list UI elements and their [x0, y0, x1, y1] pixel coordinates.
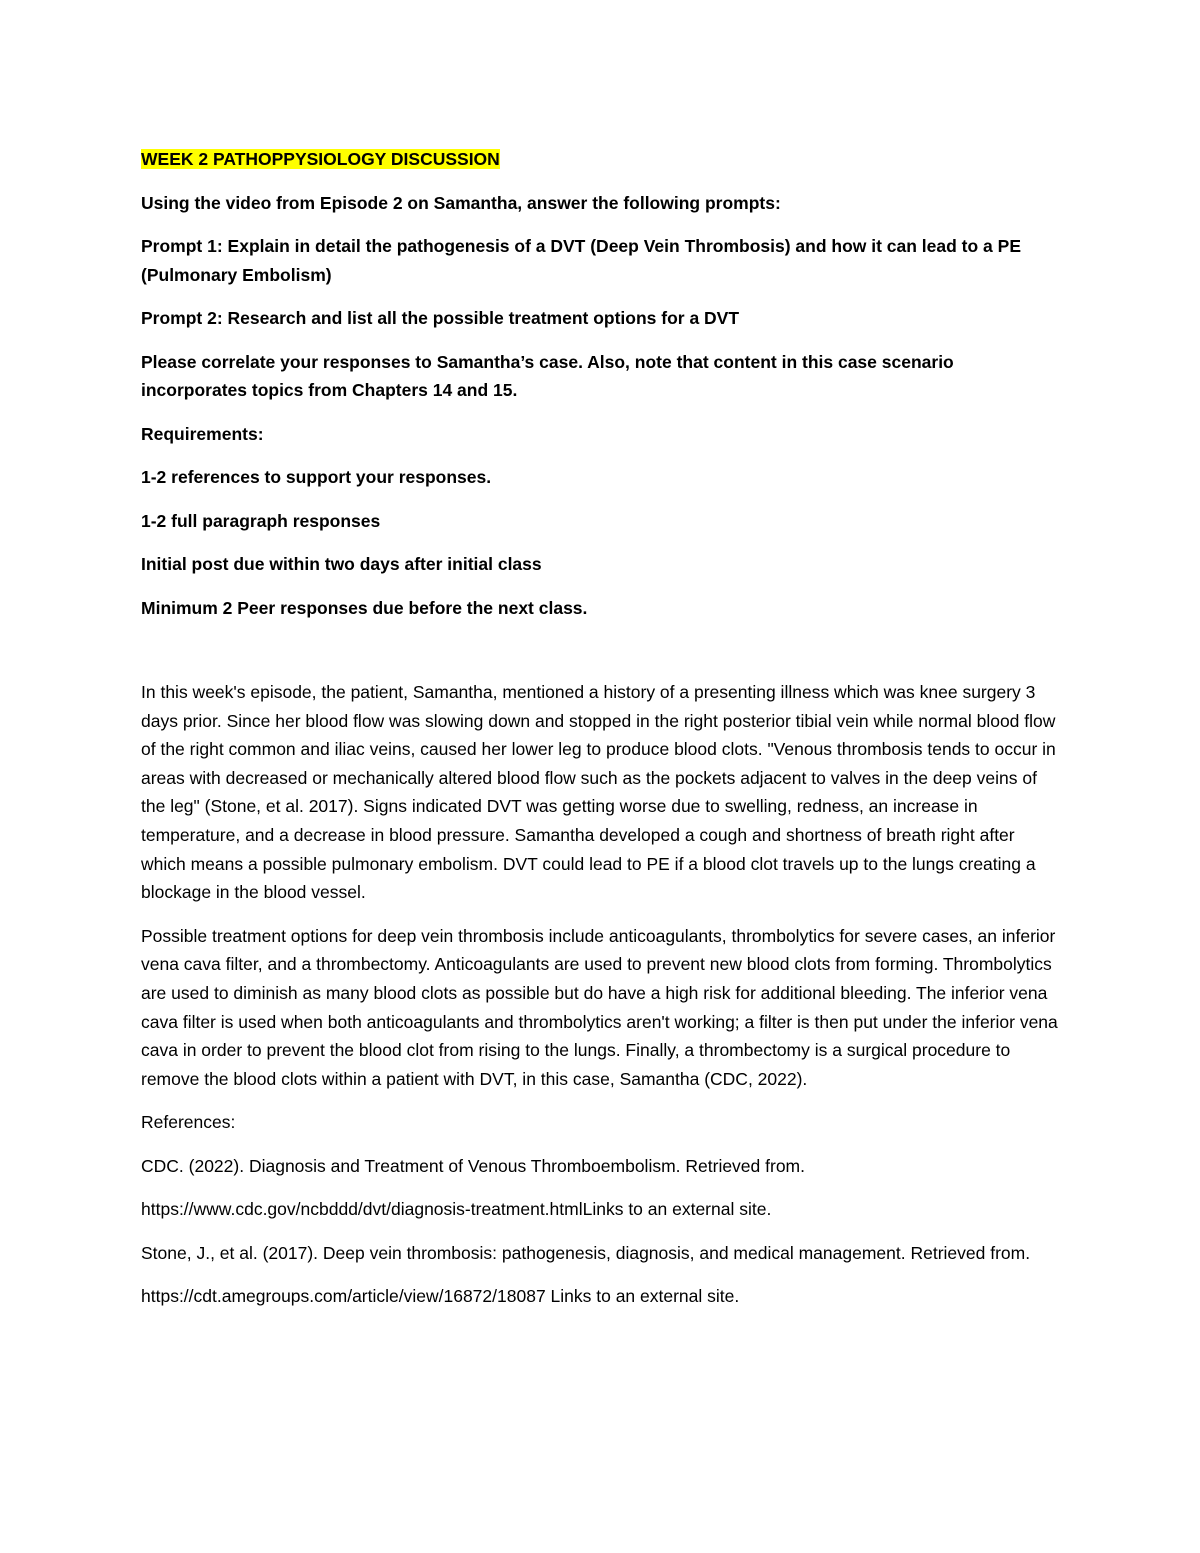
response-paragraph-treatment: Possible treatment options for deep vein thrombosis include anticoagulants, thrombolytics for severe cases, an inferior vena cava filter, and a thrombectomy. Anticoagulants are used to prevent new blood clots from forming. Thrombolytics are used to diminish as many blood clots as possible but do have a high risk for additional bleeding. The inferior vena cava filter is used when both anticoagulants and thrombolytics aren't working; a filter is then put under the inferior vena cava in order to prevent the blood clot from rising to the lungs. Finally, a thrombectomy is a surgical procedure to remove the blood clots within a patient with DVT, in this case, Samantha (CDC, 2022). — [141, 925, 1058, 1089]
requirement-references: 1-2 references to support your responses. — [141, 467, 492, 487]
reference-stone: Stone, J., et al. (2017). Deep vein thrombosis: pathogenesis, diagnosis, and medical management. Retrieved from. — [141, 1242, 1031, 1263]
prompt-1: Prompt 1: Explain in detail the pathogenesis of a DVT (Deep Vein Thrombosis) and how it can lead to a PE (Pulmonary Embolism) — [141, 236, 1021, 285]
document-title-line — [141, 145, 1061, 174]
references-heading: References: — [141, 1112, 236, 1133]
requirements-heading: Requirements: — [141, 423, 264, 444]
response-paragraph-pathogenesis: In this week's episode, the patient, Samantha, mentioned a history of a presenting illness which was knee surgery 3 days prior. Since her blood flow was slowing down and stopped in the right posterior tibial vein while normal blood flow of the right common and iliac veins, caused her lower leg to produce blood clots. "Venous thrombosis tends to occur in areas with decreased or mechanically altered blood flow such as the pockets adjacent to valves in the deep veins of the leg" (Stone, et al. 2017). Signs indicated DVT was getting worse due to swelling, redness, an increase in temperature, and a decrease in blood pressure. Samantha developed a cough and shortness of breath right after which means a possible pulmonary embolism. DVT could lead to PE if a blood clot travels up to the lungs creating a blockage in the blood vessel. — [141, 682, 1056, 903]
instruction-intro: Using the video from Episode 2 on Samantha, answer the following prompts: — [141, 192, 781, 213]
document-title: WEEK 2 PATHOPPYSIOLOGY DISCUSSION — [141, 149, 500, 169]
requirement-peer-responses: Minimum 2 Peer responses due before the next class. — [141, 597, 588, 618]
reference-cdc-url: https://www.cdc.gov/ncbddd/dvt/diagnosis-treatment.htmlLinks to an external site. — [141, 1199, 772, 1220]
prompt-2: Prompt 2: Research and list all the possible treatment options for a DVT — [141, 308, 740, 328]
reference-cdc: CDC. (2022). Diagnosis and Treatment of Venous Thromboembolism. Retrieved from. — [141, 1155, 806, 1176]
correlation-note: Please correlate your responses to Samantha’s case. Also, note that content in this case scenario incorporates topics from Chapters 14 and 15. — [141, 351, 954, 400]
requirement-initial-post: Initial post due within two days after initial class — [141, 554, 542, 574]
requirement-paragraphs: 1-2 full paragraph responses — [141, 510, 381, 531]
reference-stone-url: https://cdt.amegroups.com/article/view/16872/18087 Links to an external site. — [141, 1286, 740, 1307]
document-content — [141, 141, 1061, 1311]
